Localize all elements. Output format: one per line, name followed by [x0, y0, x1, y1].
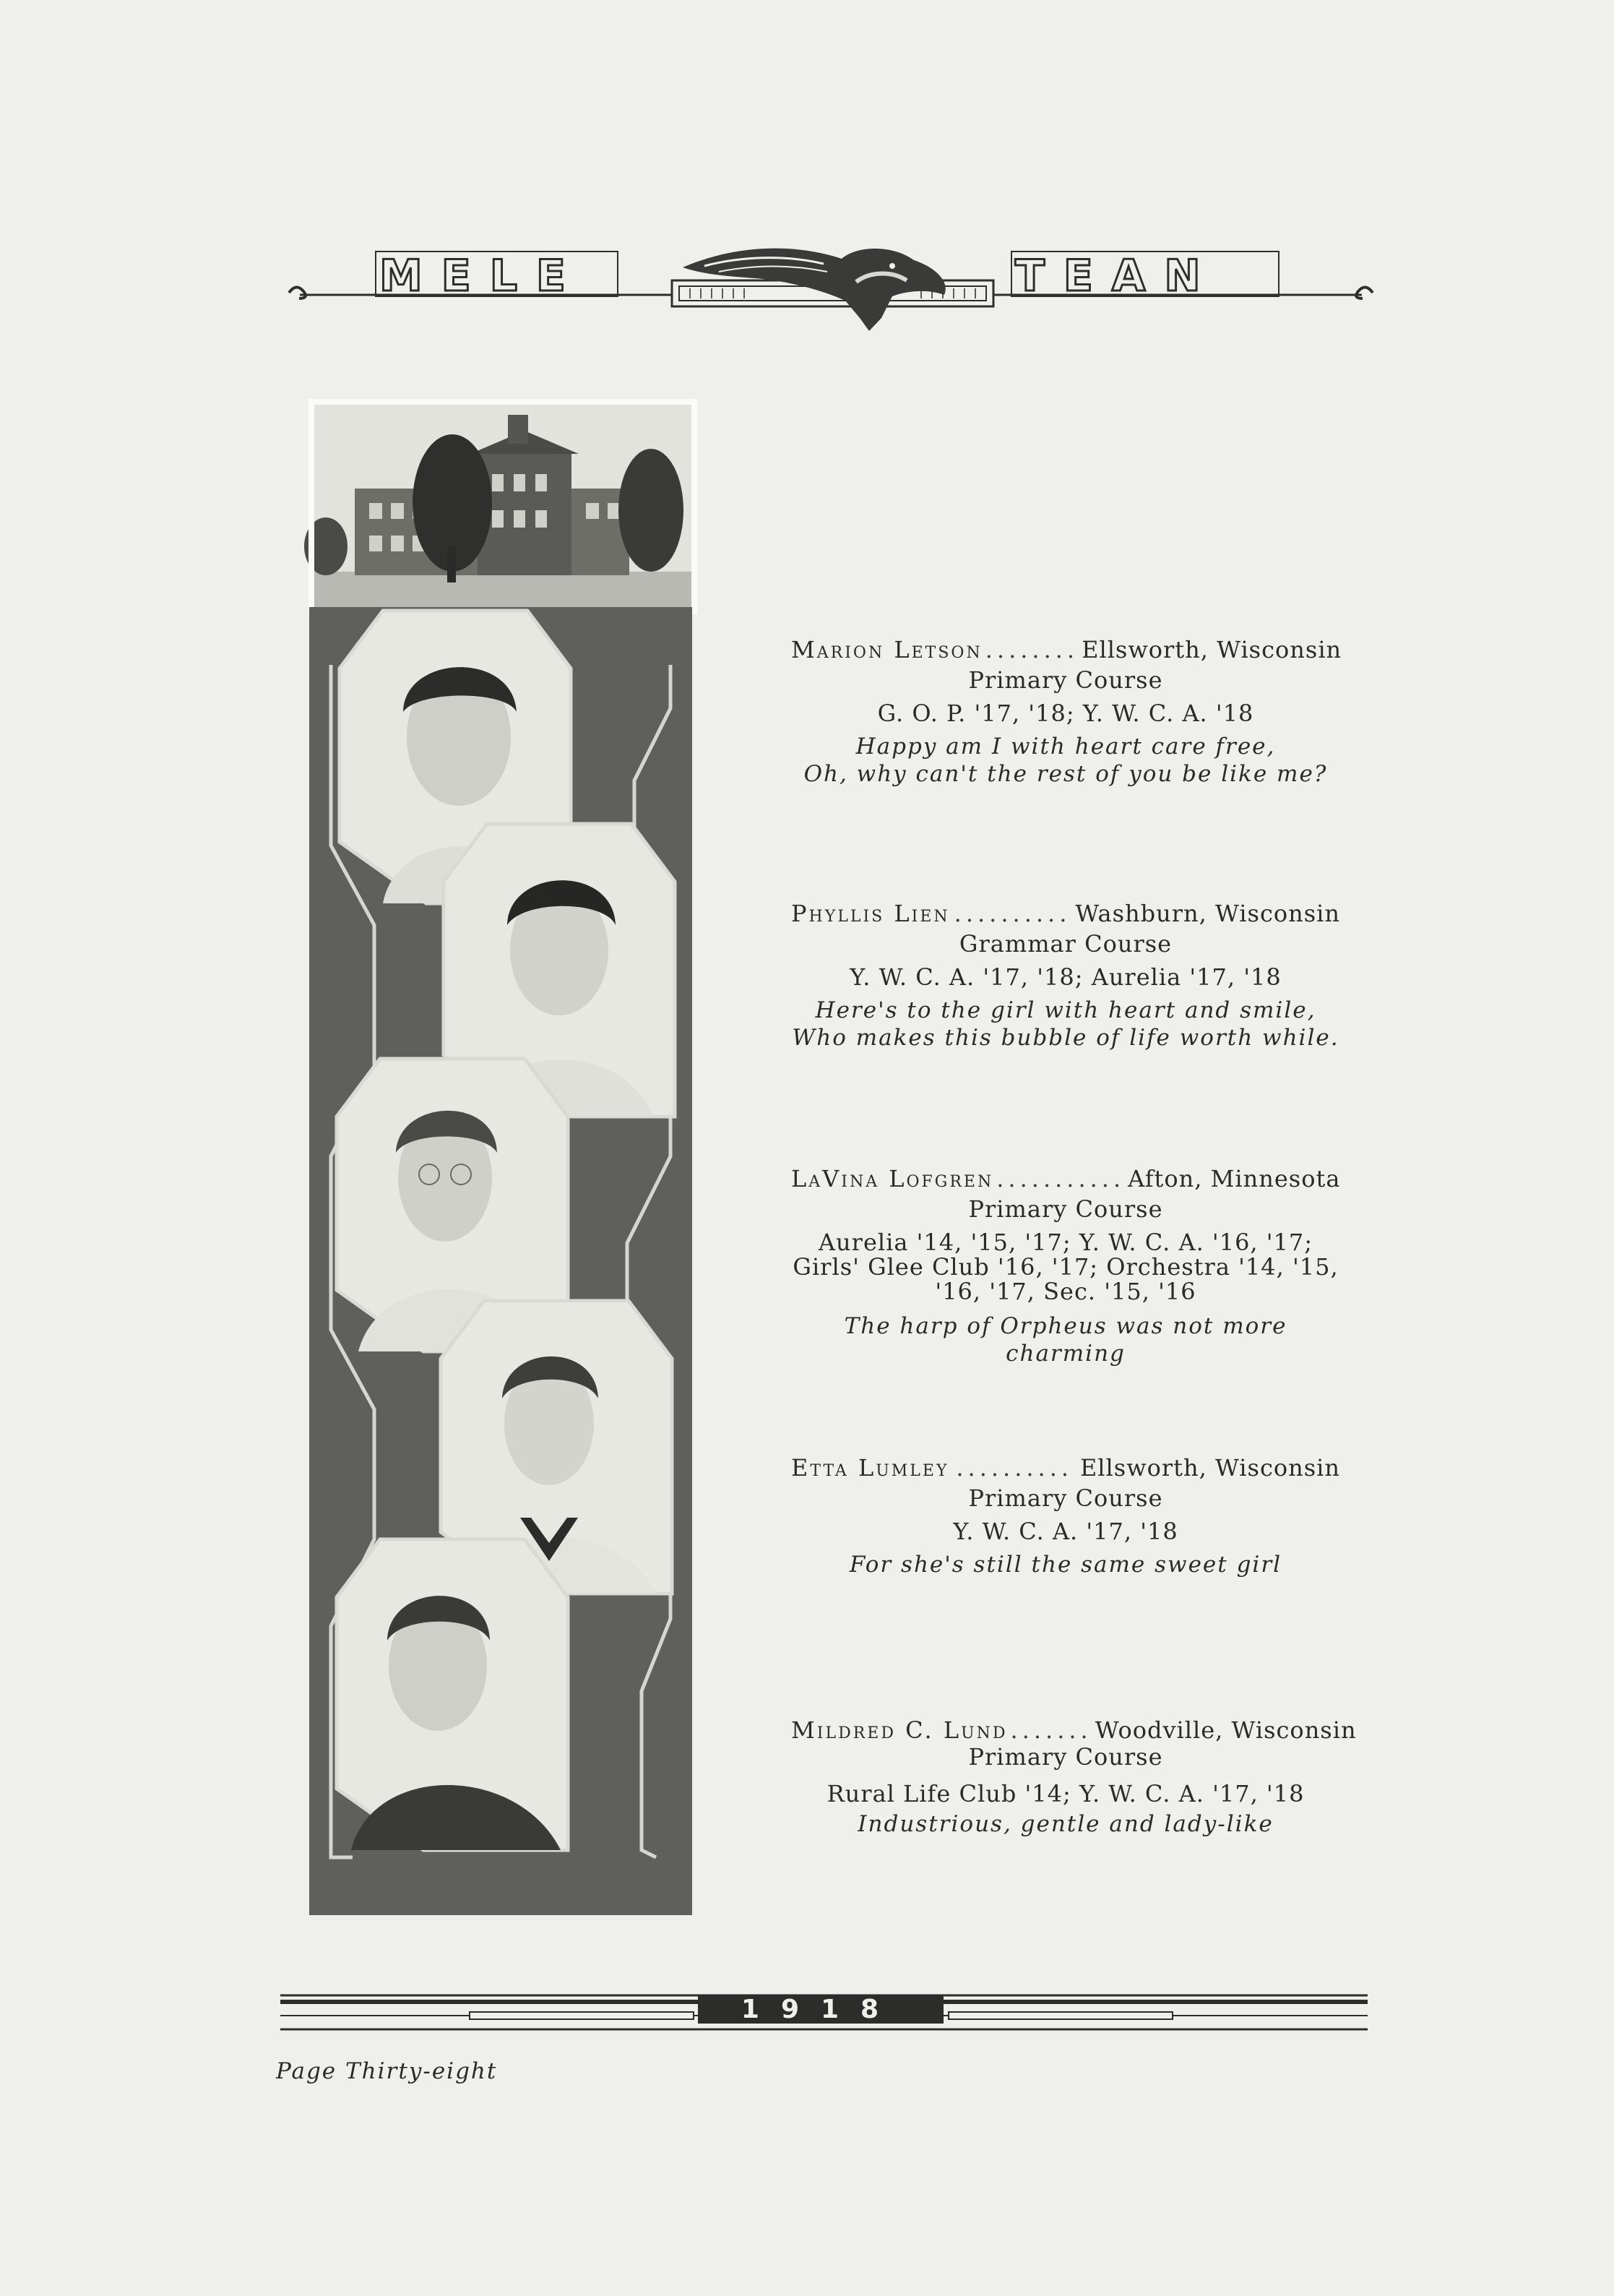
activities-line: '16, '17, Sec. '15, '16: [935, 1278, 1196, 1305]
leader-dots: .......: [1010, 1716, 1092, 1744]
activities-line: Y. W. C. A. '17, '18: [953, 1518, 1178, 1545]
student-entry: [791, 900, 1340, 1052]
student-name: Phyllis Lien: [791, 900, 950, 927]
course: Primary Course: [968, 1195, 1163, 1223]
activities-line: Y. W. C. A. '17, '18; Aurelia '17, '18: [850, 963, 1282, 991]
course: Primary Course: [968, 1484, 1163, 1512]
portrait-panel: [309, 607, 692, 1915]
page-number-label: Page Thirty-eight: [276, 2058, 498, 2084]
quote-line: For she's still the same sweet girl: [849, 1552, 1282, 1578]
leader-dots: ..........: [956, 1454, 1074, 1482]
activities-line: G. O. P. '17, '18; Y. W. C. A. '18: [877, 700, 1254, 727]
leader-dots: ...........: [996, 1165, 1126, 1192]
quote-line: The harp of Orpheus was not more charming: [844, 1313, 1287, 1367]
hometown: Woodville, Wisconsin: [1095, 1716, 1357, 1744]
quote-line: Industrious, gentle and lady-like: [858, 1811, 1274, 1837]
banner-word-right: TEAN: [1015, 251, 1220, 301]
leader-dots: ........: [985, 636, 1079, 663]
student-entry: [791, 636, 1340, 788]
course: Grammar Course: [959, 930, 1173, 958]
course: Primary Course: [968, 1743, 1163, 1771]
name-line: [791, 900, 1340, 927]
student-entry: [791, 1454, 1340, 1578]
activities-line: Aurelia '14, '15, '17; Y. W. C. A. '16, '17;: [818, 1229, 1313, 1256]
quote-line: Who makes this bubble of life worth while.: [792, 1025, 1339, 1051]
student-name: LaVina Lofgren: [791, 1165, 994, 1192]
quote-line: Oh, why can't the rest of you be like me?: [803, 761, 1328, 787]
year-footer-rule: [280, 1992, 1368, 2035]
activities-line: Rural Life Club '14; Y. W. C. A. '17, '18: [827, 1780, 1305, 1807]
quote-line: Happy am I with heart care free,: [855, 734, 1276, 760]
name-line: [791, 1165, 1340, 1192]
student-name: Marion Letson: [791, 636, 983, 663]
student-name: Etta Lumley: [791, 1454, 949, 1482]
photo-column: [309, 400, 692, 1914]
name-line: [791, 636, 1340, 663]
name-line: [791, 1454, 1340, 1482]
school-building-photo: [309, 400, 692, 609]
quote-line: Here's to the girl with heart and smile,: [815, 997, 1316, 1023]
hometown: Ellsworth, Wisconsin: [1082, 636, 1342, 663]
eagle-icon: [676, 238, 993, 332]
year-plate: 1918: [698, 1996, 944, 2024]
student-name: Mildred C. Lund: [791, 1716, 1008, 1744]
hometown: Washburn, Wisconsin: [1075, 900, 1340, 927]
student-entry: [791, 1716, 1357, 1838]
course: Primary Course: [968, 666, 1163, 694]
activities-line: Girls' Glee Club '16, '17; Orchestra '14, '15,: [793, 1253, 1339, 1281]
banner-word-left: MELE: [379, 251, 584, 301]
hometown: Afton, Minnesota: [1128, 1165, 1341, 1192]
leader-dots: ..........: [954, 900, 1071, 927]
hometown: Ellsworth, Wisconsin: [1079, 1454, 1340, 1482]
yearbook-header-banner: [285, 238, 1376, 340]
student-entry: [791, 1165, 1340, 1367]
name-line: [791, 1716, 1357, 1744]
portrait-mildred-c-lund: [337, 1539, 568, 1850]
